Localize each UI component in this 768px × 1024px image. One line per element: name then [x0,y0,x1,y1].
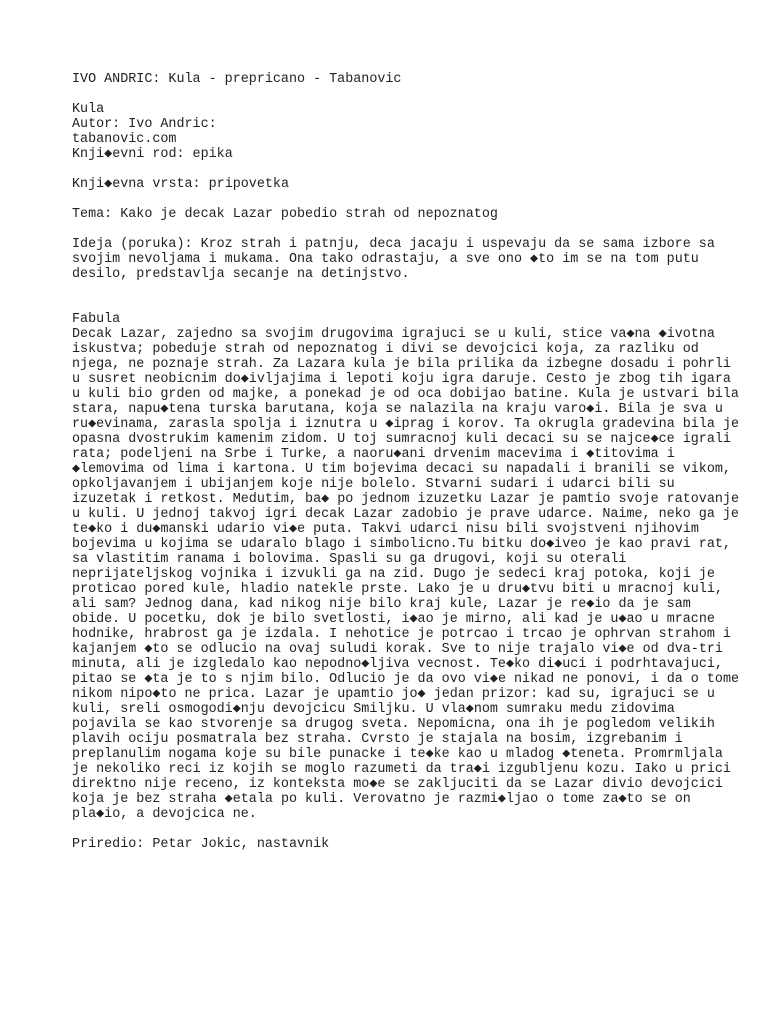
meta-title: Kula [72,102,105,117]
fabula-line: direktno nije receno, iz konteksta mo◆e se zakljuciti da se Lazar divio devojcici [72,777,723,792]
fabula-line: pitao se ◆ta je to s njim bilo. Odlucio je da ovo vi◆e nikad ne ponovi, i da o tome [72,672,740,687]
fabula-line: hodnike, hrabrost ga je izdala. I nehotice je potrcao i trcao je ophrvan strahom i [72,627,731,642]
ideja-paragraph [72,237,715,282]
fabula-line: pojavila se kao stvorenje sa drugog sveta. Nepomicna, ona ih je pogledom velikih [72,717,715,732]
spacer [72,222,708,237]
vrsta-line: Knji◆evna vrsta: pripovetka [72,177,289,192]
fabula-line: minuta, ali je izgledalo kao nepodno◆ljiva vecnost. Te◆ko di◆uci i podrhtavajuci, [72,657,723,672]
fabula-line: ru◆evinama, zarasla spolja i iznutra u ◆iprag i korov. Ta okrugla gradevina bila je [72,417,740,432]
fabula-line: sa vlastitim ranama i bolovima. Spasli su ga drugovi, koji su oterali [72,552,627,567]
fabula-line: te◆ko i du◆manski udario vi◆e puta. Takvi udarci nisu bili svojstveni njihovim [72,522,699,537]
fabula-line: proticao pored kule, hladio natekle prste. Lako je u dru◆tvu biti u mracnoj kuli, [72,582,723,597]
fabula-line: bojevima u kojima se udaralo blago i simbolicno.Tu bitku do◆iveo je kao pravi rat, [72,537,731,552]
fabula-line: njega, ne poznaje strah. Za Lazara kula je bila prilika da izbegne dosadu i pohrli [72,357,731,372]
fabula-line: opasna dvostrukim kamenim zidom. U toj sumracnoj kuli decaci su se najce◆ce igrali [72,432,731,447]
fabula-line: kuli, sreli osmogodi◆nju devojcicu Smiljku. U vla◆nom sumraku medu zidovima [72,702,675,717]
document-footer: Priredio: Petar Jokic, nastavnik [72,837,330,852]
fabula-line: koja je bez straha ◆etala po kuli. Verovatno je razmi◆ljao o tome za◆to se on [72,792,691,807]
fabula-line: u kuli bio grden od majke, a ponekad je od oca dobijao batine. Kula je ustvari bila [72,387,739,402]
meta-author: Autor: Ivo Andric: [72,117,217,132]
fabula-line: plavih ociju posmatrala bez straha. Cvrsto je stajala na bosim, izgrebanim i [72,732,683,747]
meta-source: tabanovic.com [72,132,177,147]
spacer [72,162,708,177]
ideja-line: svojim nevoljama i mukama. Ona tako odrastaju, a sve ono ◆to im se na tom putu [72,252,699,267]
fabula-paragraph [72,327,740,822]
fabula-line: izuzetak i retkost. Medutim, ba◆ po jednom izuzetku Lazar je pamtio svoje ratovanje [72,492,739,507]
fabula-line: kajanjem ◆to se odlucio na ovaj suludi korak. Sve to nije trajalo vi◆e od dva-tri [72,642,723,657]
meta-block [72,102,708,162]
spacer [72,822,708,837]
fabula-line: pla◆io, a devojcica ne. [72,807,257,822]
fabula-line: Decak Lazar, zajedno sa svojim drugovima igrajuci se u kuli, stice va◆na ◆ivotna [72,327,715,342]
ideja-line: Ideja (poruka): Kroz strah i patnju, deca jacaju i uspevaju da se sama izbore sa [72,237,715,252]
document-header: IVO ANDRIC: Kula - prepricano - Tabanovic [72,72,402,87]
fabula-line: u susret neobicnim do◆ivljajima i lepoti koju igra daruje. Cesto je zbog tih igara [72,372,731,387]
fabula-line: neprijateljskog vojnika i izvukli ga na zid. Dugo je sedeci kraj potoka, koji je [72,567,715,582]
fabula-line: rata; podeljeni na Srbe i Turke, a naoru◆ani drvenim macevima i ◆titovima i [72,447,675,462]
fabula-line: preplanulim nogama koje su bile punacke i te◆ke kao u mladog ◆teneta. Promrmljala [72,747,723,762]
fabula-line: ◆lemovima od lima i kartona. U tim bojevima decaci su napadali i branili se vikom, [72,462,731,477]
spacer [72,87,708,102]
fabula-line: u kuli. U jednoj takvoj igri decak Lazar zadobio je prave udarce. Naime, neko ga je [72,507,739,522]
fabula-line: iskustva; pobeduje strah od nepoznatog i divi se devojcici koja, za razliku od [72,342,699,357]
fabula-line: nikom nipo◆to ne prica. Lazar je upamtio jo◆ jedan prizor: kad su, igrajuci se u [72,687,715,702]
meta-rod: Knji◆evni rod: epika [72,147,233,162]
fabula-line: ali sam? Jednog dana, kad nikog nije bilo kraj kule, Lazar je re◆io da je sam [72,597,691,612]
spacer [72,282,708,312]
fabula-heading: Fabula [72,312,121,327]
fabula-line: je nekoliko reci iz kojih se moglo razumeti da tra◆i izgubljenu kozu. Iako u prici [72,762,731,777]
fabula-line: opkoljavanjem i ubijanjem koje nije bolelo. Stvarni sudari i udarci bili su [72,477,675,492]
ideja-line: desilo, predstavlja secanje na detinjstvo. [72,267,410,282]
tema-line: Tema: Kako je decak Lazar pobedio strah od nepoznatog [72,207,498,222]
spacer [72,192,708,207]
fabula-line: obide. U pocetku, dok je bilo svetlosti, i◆ao je mirno, ali kad je u◆ao u mracne [72,612,715,627]
fabula-line: stara, napu◆tena turska barutana, koja se nalazila na kraju varo◆i. Bila je sva u [72,402,723,417]
